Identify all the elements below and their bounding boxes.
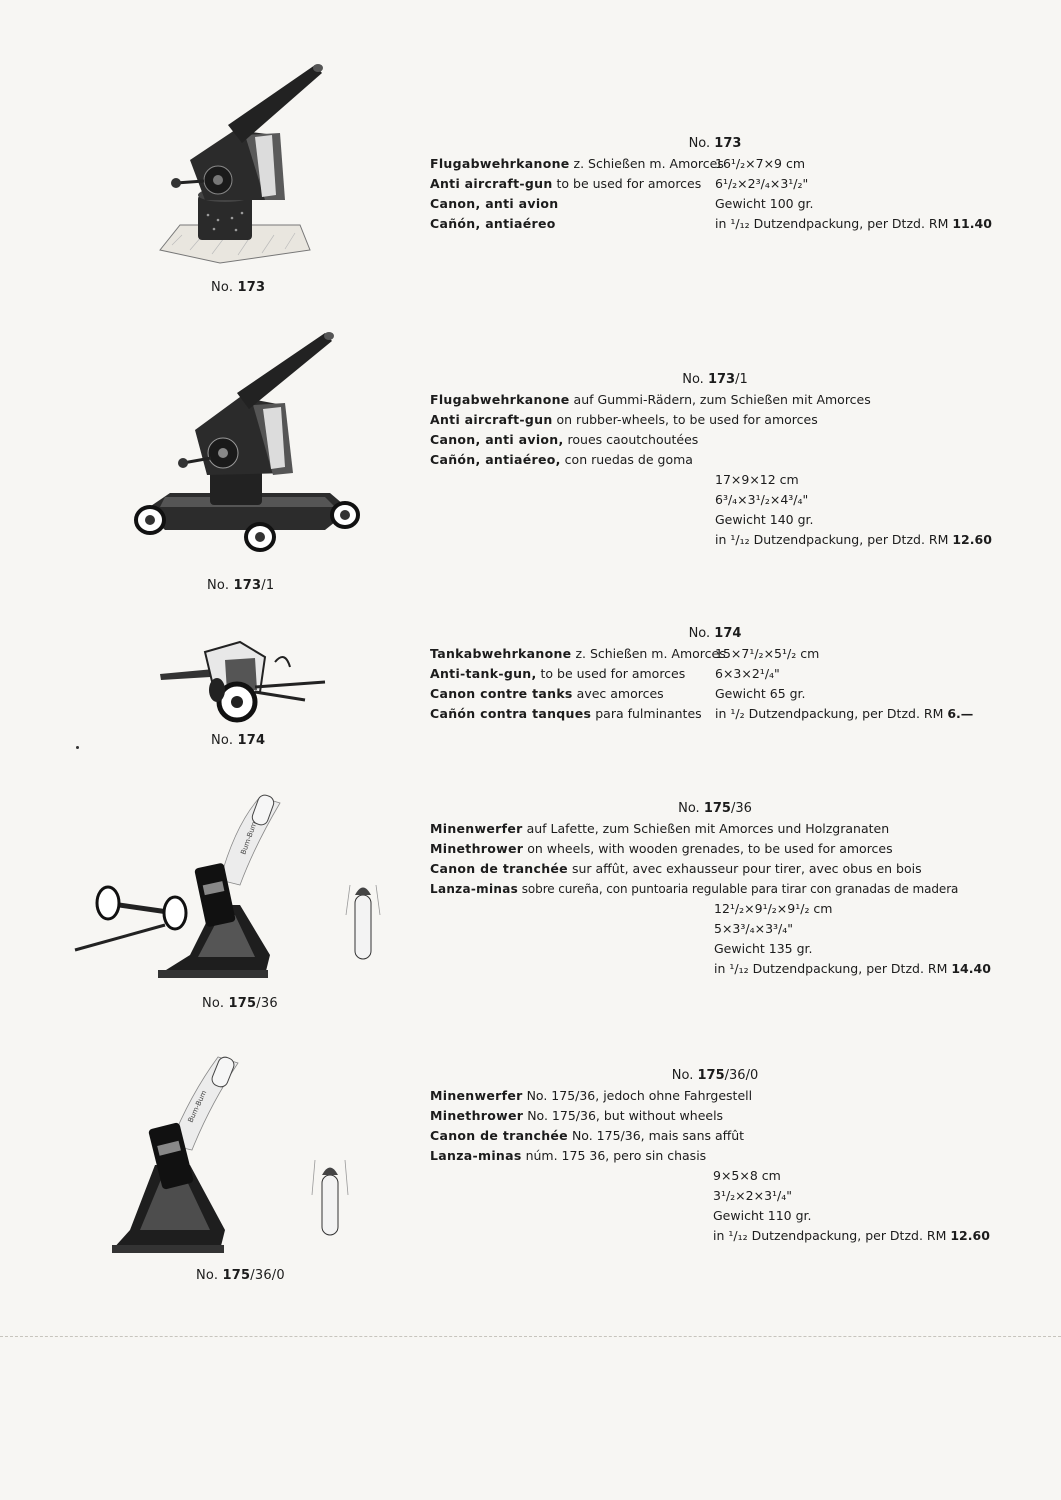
line-fr: Canon de tranchée sur affût, avec exhausseur pour tirer, avec obus en bois [430, 861, 922, 876]
price: 14.40 [951, 961, 991, 976]
spec-weight: Gewicht 135 gr. [714, 941, 813, 956]
line-es: Cañón, antiaéreo in ¹/₁₂ Dutzendpackung, per Dtzd. RM 11.40 [430, 216, 992, 231]
spec-price: in ¹/₁₂ Dutzendpackung, per Dtzd. RM 14.40 [430, 959, 1030, 979]
spec-weight: Gewicht 140 gr. [715, 512, 814, 527]
caption-175-36-0: No. 175/36/0 [196, 1268, 285, 1283]
caption-173: No. 173 [211, 280, 266, 295]
caption-175-36: No. 175/36 [202, 996, 278, 1011]
price: 12.60 [952, 532, 992, 547]
shell-label-1: Bum-Bum [239, 820, 259, 856]
aa-gun-illustration [150, 55, 340, 270]
mine-thrower-wheeled-illustration [70, 785, 400, 985]
line-de: Tankabwehrkanone z. Schießen m. Amorces 15×7¹/₂×5¹/₂ cm [430, 646, 820, 661]
line-fr: Canon de tranchée No. 175/36, mais sans affût [430, 1128, 745, 1143]
product-number: No. 173 [688, 136, 742, 151]
shell-label-2: Bum-Bum [186, 1089, 209, 1124]
speck [76, 746, 79, 749]
line-es: Cañón, antiaéreo, con ruedas de goma [430, 452, 693, 467]
anti-tank-gun-illustration [155, 632, 330, 727]
line-en: Anti aircraft-gun on rubber-wheels, to be used for amorces [430, 412, 818, 427]
spec-size-cm: 9×5×8 cm [713, 1168, 781, 1183]
caption-174: No. 174 [211, 733, 266, 748]
line-es: Cañón contra tanques para fulminantes in ¹/₂ Dutzendpackung, per Dtzd. RM 6.— [430, 706, 974, 721]
product-number: No. 173/1 [682, 372, 748, 387]
page-bottom-rule [0, 1336, 1061, 1337]
line-de: Flugabwehrkanone z. Schießen m. Amorces 16¹/₂×7×9 cm [430, 156, 806, 171]
spec-size-cm: 17×9×12 cm [715, 472, 799, 487]
spec-size-in: 5×3³/₄×3³/₄" [714, 921, 794, 936]
product-175-36-0 [430, 1066, 1010, 1246]
mine-thrower-illustration [100, 1045, 380, 1260]
spec-size-in: 3¹/₂×2×3¹/₄" [713, 1188, 793, 1203]
line-fr: Canon contre tanks avec amorces Gewicht 65 gr. [430, 686, 806, 701]
spec-weight: Gewicht 110 gr. [713, 1208, 812, 1223]
caption-173-1: No. 173/1 [207, 578, 275, 593]
price: 12.60 [950, 1228, 990, 1243]
line-en: Anti aircraft-gun to be used for amorces 6¹/₂×2³/₄×3¹/₂" [430, 176, 809, 191]
price: 6.— [947, 706, 974, 721]
product-175-36 [430, 799, 1030, 979]
spec-size-cm: 12¹/₂×9¹/₂×9¹/₂ cm [714, 901, 833, 916]
line-de: Flugabwehrkanone auf Gummi-Rädern, zum Schießen mit Amorces [430, 392, 871, 407]
line-fr: Canon, anti avion Gewicht 100 gr. [430, 196, 814, 211]
product-number: No. 175/36 [678, 801, 752, 816]
spec-size-in: 6³/₄×3¹/₂×4³/₄" [715, 492, 809, 507]
line-en: Minethrower No. 175/36, but without wheels [430, 1108, 724, 1123]
aa-gun-wheeled-illustration [125, 325, 365, 555]
line-es: Lanza-minas sobre cureña, con puntoaria regulable para tirar con granadas de madera [430, 882, 959, 896]
product-number: No. 175/36/0 [671, 1068, 759, 1083]
line-fr: Canon, anti avion, roues caoutchoutées [430, 432, 699, 447]
product-173-1 [430, 370, 1010, 550]
product-173 [430, 134, 1010, 234]
line-es: Lanza-minas núm. 175 36, pero sin chasis [430, 1148, 707, 1163]
spec-price: in ¹/₁₂ Dutzendpackung, per Dtzd. RM 12.60 [430, 530, 1010, 550]
line-de: Minenwerfer No. 175/36, jedoch ohne Fahrgestell [430, 1088, 753, 1103]
line-de: Minenwerfer auf Lafette, zum Schießen mit Amorces und Holzgranaten [430, 821, 890, 836]
line-en: Anti-tank-gun, to be used for amorces 6×3×2¹/₄" [430, 666, 780, 681]
spec-price: in ¹/₁₂ Dutzendpackung, per Dtzd. RM 12.60 [430, 1226, 1010, 1246]
line-en: Minethrower on wheels, with wooden grenades, to be used for amorces [430, 841, 893, 856]
price: 11.40 [952, 216, 992, 231]
product-174 [430, 624, 1010, 724]
product-number: No. 174 [688, 626, 742, 641]
